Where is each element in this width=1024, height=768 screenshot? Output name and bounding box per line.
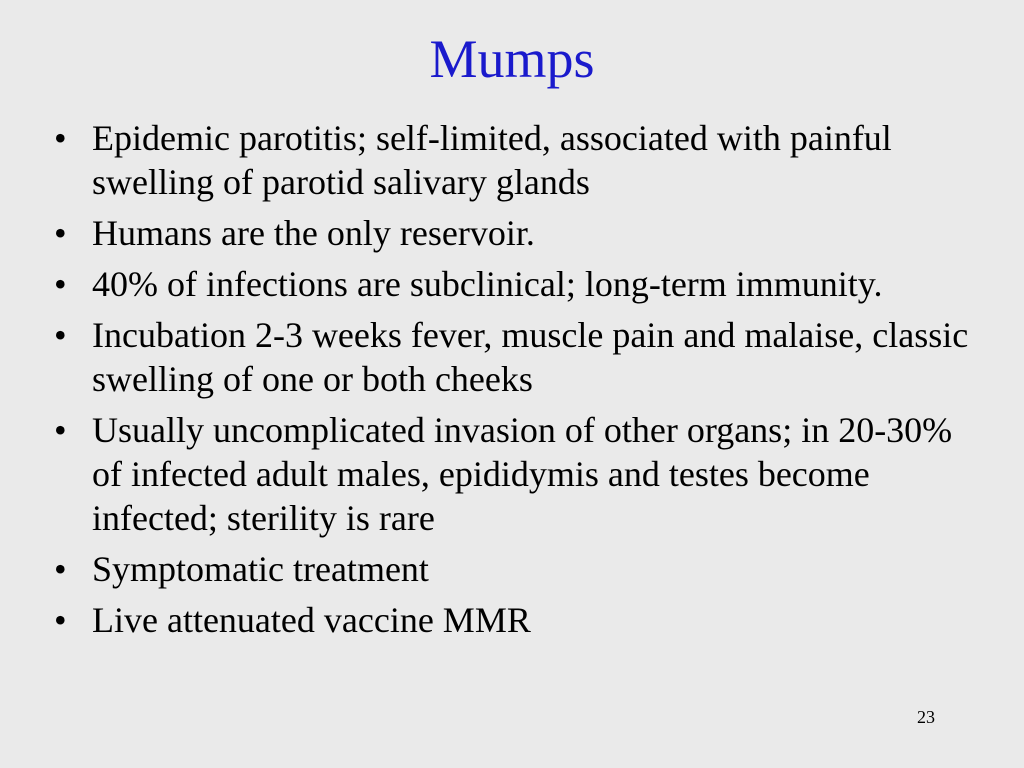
bullet-item [52,116,982,204]
bullet-marker: • [54,213,67,253]
bullet-marker: • [54,118,67,158]
bullet-item [52,598,982,642]
bullet-list [52,116,982,649]
bullet-item [52,313,982,401]
bullet-text: Live attenuated vaccine MMR [92,600,531,640]
bullet-item [52,408,982,540]
bullet-text: Humans are the only reservoir. [92,213,535,253]
bullet-text: Incubation 2-3 weeks fever, muscle pain and malaise, classic swelling of one or both cheeks [92,315,969,399]
bullet-item [52,547,982,591]
bullet-marker: • [54,600,67,640]
bullet-text: Usually uncomplicated invasion of other organs; in 20-30% of infected adult males, epididymis and testes become infected; sterility is rare [92,410,953,538]
bullet-item [52,262,982,306]
page-number: 23 [917,707,935,727]
bullet-marker: • [54,264,67,304]
bullet-marker: • [54,410,67,450]
bullet-text: 40% of infections are subclinical; long-term immunity. [92,264,883,304]
bullet-text: Symptomatic treatment [92,549,429,589]
bullet-marker: • [54,549,67,589]
bullet-marker: • [54,315,67,355]
bullet-item [52,211,982,255]
slide-title: Mumps [429,29,595,89]
bullet-text: Epidemic parotitis; self-limited, associated with painful swelling of parotid salivary glands [92,118,892,202]
